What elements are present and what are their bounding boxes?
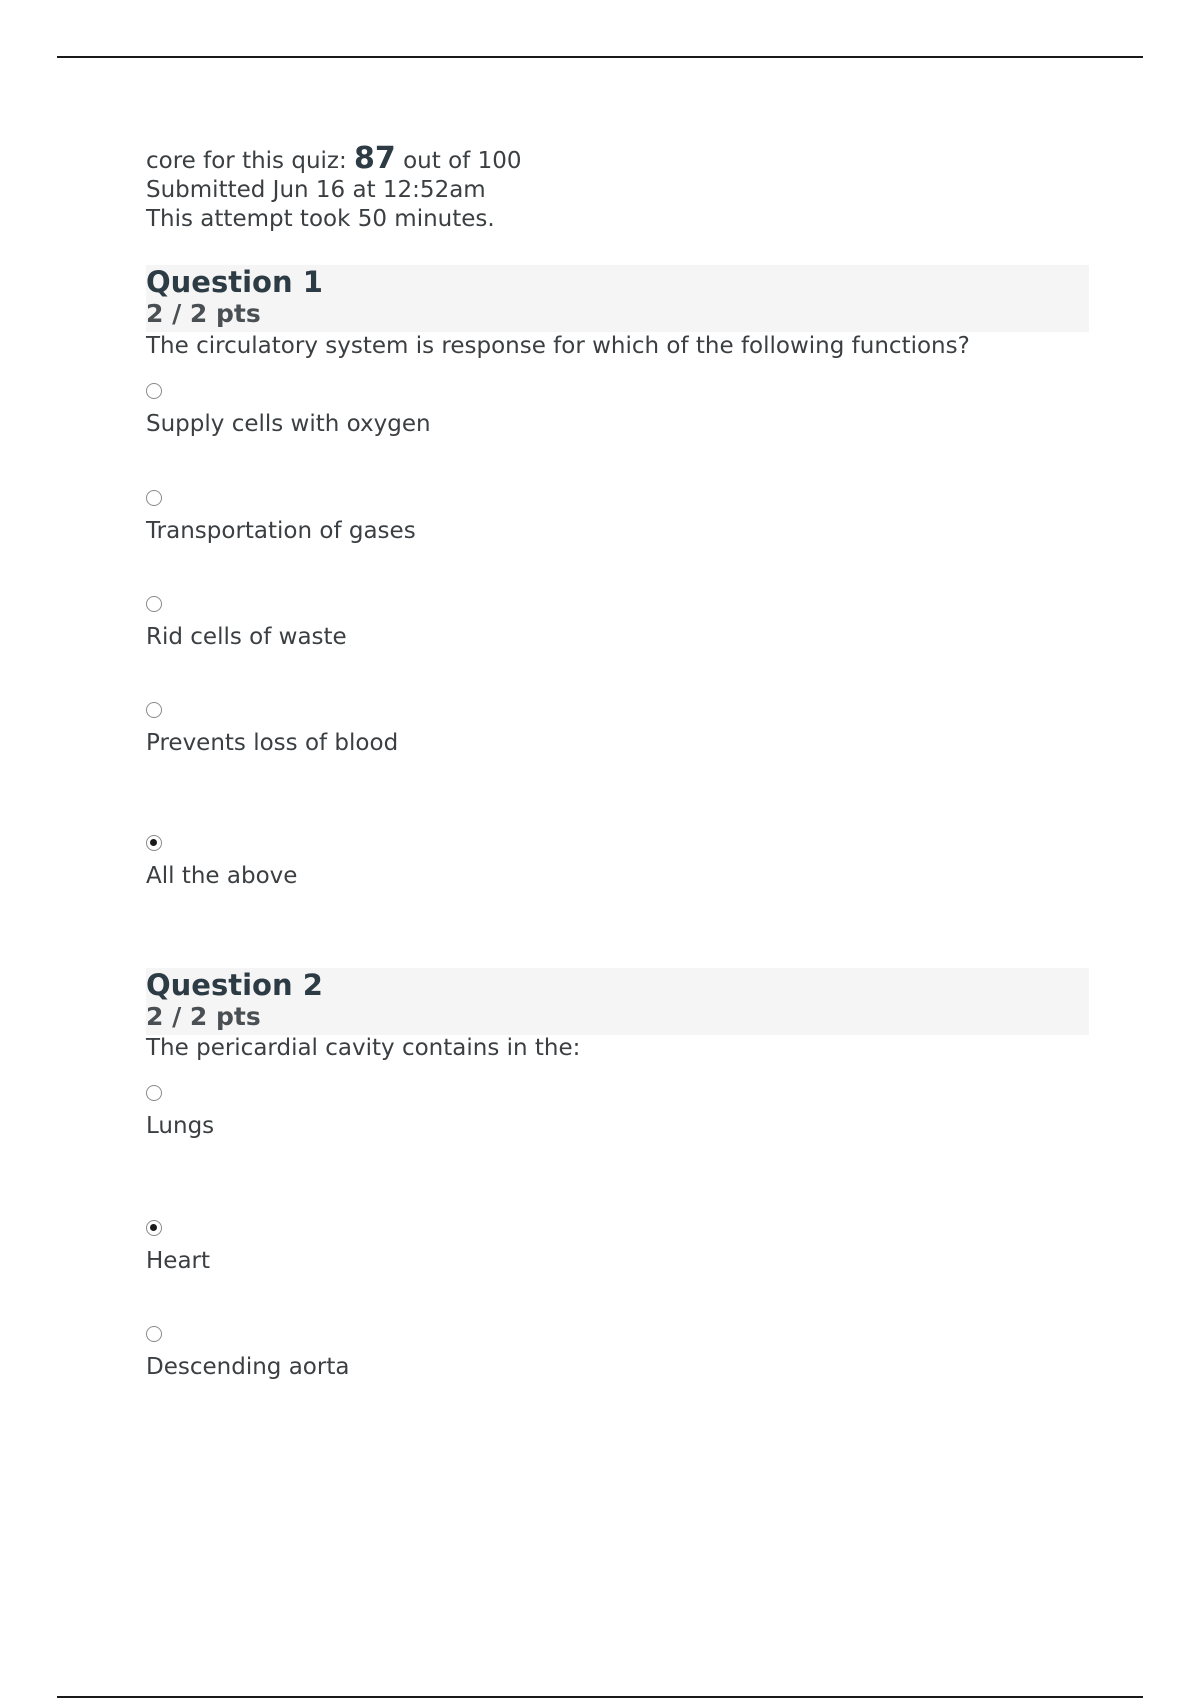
answer-label: Lungs: [146, 1113, 215, 1139]
answer-label: Rid cells of waste: [146, 624, 347, 650]
answer-label: Descending aorta: [146, 1354, 350, 1380]
radio-button[interactable]: [146, 490, 162, 506]
question-2-header: [146, 968, 1089, 1035]
answer-label: Prevents loss of blood: [146, 730, 399, 756]
question-2-points: 2 / 2 pts: [146, 1002, 261, 1031]
question-1-text: The circulatory system is response for which of the following functions?: [146, 333, 970, 359]
score-suffix: out of 100: [395, 148, 522, 174]
radio-button[interactable]: [146, 702, 162, 718]
question-1-title: Question 1: [146, 265, 323, 299]
question-2-title: Question 2: [146, 968, 323, 1002]
answer-label: All the above: [146, 863, 298, 889]
quiz-summary: [146, 141, 522, 234]
answer-label: Heart: [146, 1248, 211, 1274]
radio-button[interactable]: [146, 1085, 162, 1101]
question-1-header: [146, 265, 1089, 332]
score-value: 87: [354, 141, 396, 176]
question-2-text: The pericardial cavity contains in the:: [146, 1035, 581, 1061]
top-divider: [57, 56, 1143, 58]
attempt-duration: This attempt took 50 minutes.: [146, 206, 495, 232]
question-1-points: 2 / 2 pts: [146, 299, 261, 328]
answer-label: Transportation of gases: [146, 518, 416, 544]
radio-button[interactable]: [146, 1326, 162, 1342]
radio-button[interactable]: [146, 383, 162, 399]
score-prefix: core for this quiz:: [146, 148, 355, 174]
submitted-time: Submitted Jun 16 at 12:52am: [146, 177, 486, 203]
radio-button-selected[interactable]: [146, 1220, 162, 1236]
bottom-divider: [57, 1696, 1143, 1698]
radio-button[interactable]: [146, 596, 162, 612]
answer-label: Supply cells with oxygen: [146, 411, 431, 437]
radio-button-selected[interactable]: [146, 835, 162, 851]
score-line: [146, 141, 522, 176]
